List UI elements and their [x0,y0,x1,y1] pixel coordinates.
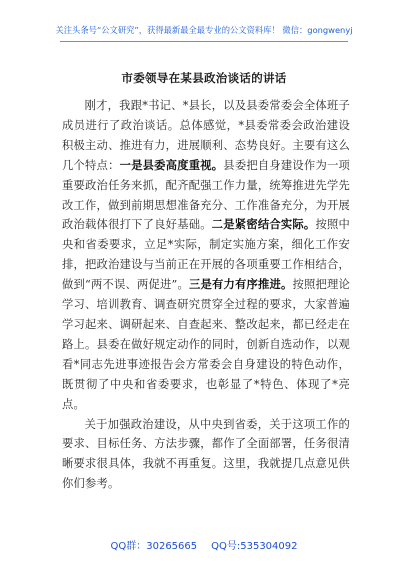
document-body [62,96,350,494]
footer-qq-number: QQ号:535304092 [211,541,298,552]
p1-seg-2: 县委把自身建设作为一项重要政治任务来抓，配齐配强工作力量，统筹推进先学先改工作，做到前期思想准备充分、工作准备充分，为开展政治载体很打下了良好基础。 [62,158,350,232]
document-title: 市委领导在某县政治谈话的讲话 [121,71,287,85]
p1-point-1: 一是县委高度重视。 [119,158,224,172]
p1-seg-4: 按照中央和省委要求，立足*实际，制定实施方案，细化工作安排，把政治建设与当前正在开展的各项重要工作相结合，做到“两不误、两促进”。 [62,218,350,292]
paragraph-1 [62,96,350,415]
footer-contact [0,537,408,552]
p1-seg-0: 刚才，我跟*书记、*县长，以及县委常委会全体班子成员进行了政治谈话。总体感觉，*县委常委会政治建设积极主动、推进有力，进展顺利、态势良好。主要有这么几个特点： [62,99,350,172]
p1-point-2: 二是紧密结合实际。 [211,218,316,232]
header-banner: 关注头条号“公文研究”，获得最新最全最专业的公文资料库！ 微信：gongwenyj [55,25,353,35]
paragraph-2: 关于加强政治建设，从中央到省委，关于这项工作的要求、目标任务、方法步骤，都作了全面部署，任务很清晰要求很具体，我就不再重复。这里，我就提几点意见供你们参考。 [62,417,350,491]
p1-point-3: 三是有力有序推进。 [188,278,293,292]
footer-qq-group: QQ群：30265665 [110,541,198,552]
header-divider [60,41,348,42]
p1-seg-6: 按照把理论学习、培训教育、调查研究贯穿全过程的要求，大家普遍学习起来、调研起来、自查起来、整改起来，都已经走在路上。县委在做好规定动作的同时，创新自选动作，以观看*同志先进事迹报告会方常委会自身建设的特色动作，既贯彻了中央和省委要求，也彰显了*特色、体现了*亮点。 [62,278,350,411]
